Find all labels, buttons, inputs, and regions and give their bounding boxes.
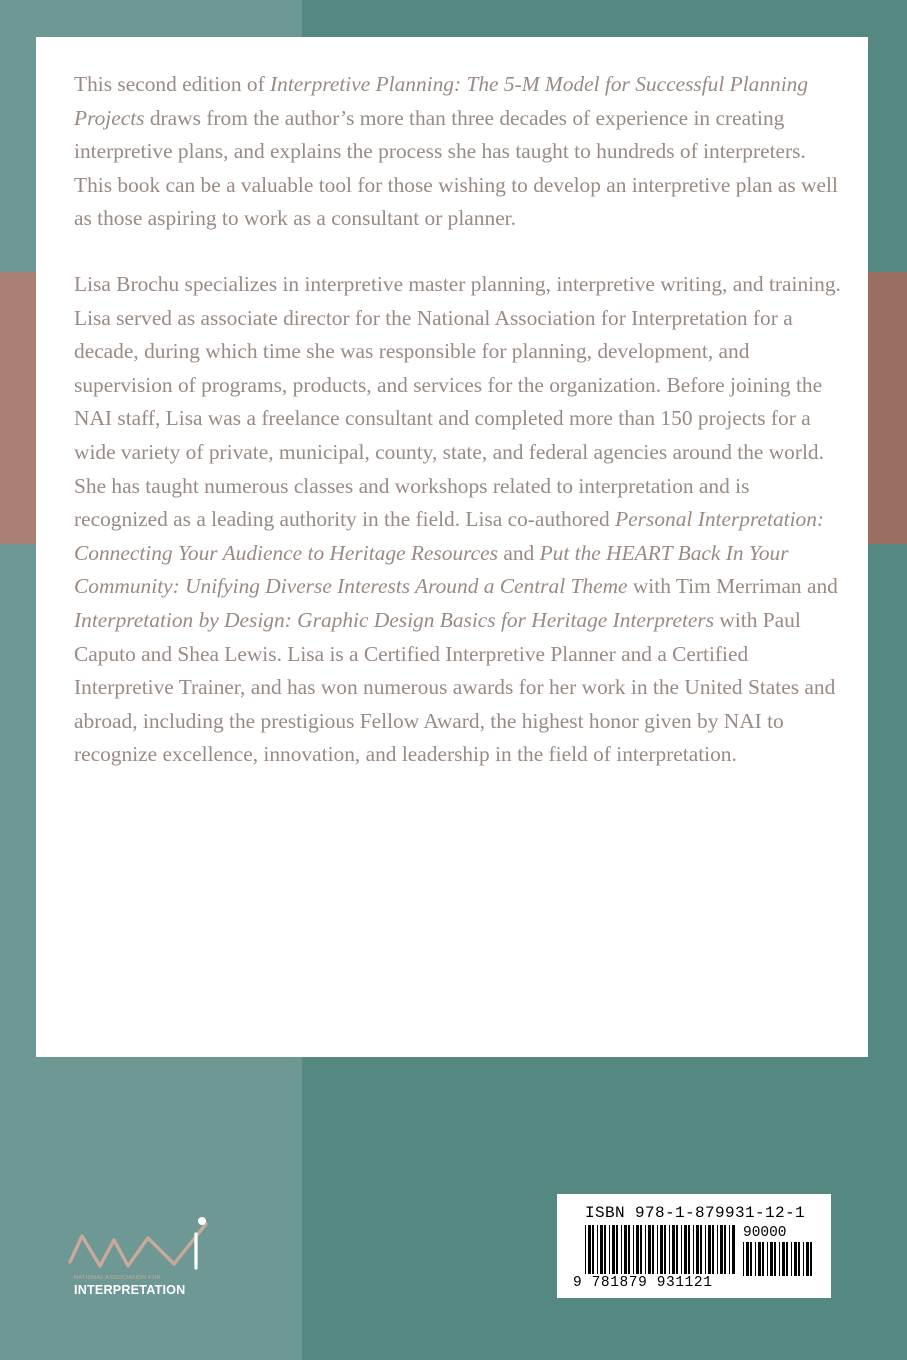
price-code: 90000: [743, 1225, 787, 1241]
author-bio-paragraph: Lisa Brochu specializes in interpretive master planning, interpretive writing, and training. Lisa served as associate director for the National Association for Interpretation for a decade, during which time she was responsible for planning, development, and supervision of programs, products, and services for the organization. Before joining the NAI staff, Lisa was a freelance consultant and completed more than 150 projects for a wide variety of private, municipal, county, state, and federal agencies around the world. She has taught numerous classes and workshops related to interpretation and is recognized as a leading authority in the field. Lisa co-authored Personal Interpretation: Connecting Your Audience to Heritage Resources and Put the HEART Back In Your Community: Unifying Diverse Interests Around a Central Theme with Tim Merriman and Interpretation by Design: Graphic Design Basics for Heritage Interpreters with Paul Caputo and Shea Lewis. Lisa is a Certified Interpretive Planner and a Certified Interpretive Trainer, and has won numerous awards for her work in the United States and abroad, including the prestigious Fellow Award, the highest honor given by NAI to recognize excellence, innovation, and leadership in the field of interpretation.: [74, 271, 841, 767]
logo-wordmark: INTERPRETATION: [74, 1283, 186, 1297]
logo-tagline: NATIONAL ASSOCIATION FOR: [74, 1275, 161, 1281]
book-title: Interpretive Planning: The 5-M Model for Successful Planning Projects: [74, 72, 809, 130]
back-cover-copy: [74, 68, 844, 804]
book-summary-paragraph: This second edition of Interpretive Planning: The 5-M Model for Successful Planning Projects draws from the author’s more than three decades of experience in creating interpretive plans, and explains the process she has taught to hundreds of interpreters. This book can be a valuable tool for those wishing to develop an interpretive plan as well as those aspiring to work as a consultant or planner.: [74, 72, 838, 231]
coauthored-title-2: Put the HEART Back In Your Community: Unifying Diverse Interests Around a Central Theme: [74, 540, 789, 599]
isbn-barcode: [557, 1194, 831, 1298]
ean-digits: 9 781879 931121: [573, 1275, 713, 1291]
coauthored-title-1: Personal Interpretation: Connecting Your Audience to Heritage Resources: [74, 507, 825, 565]
coauthored-title-3: Interpretation by Design: Graphic Design Basics for Heritage Interpreters: [74, 607, 715, 632]
isbn-label: ISBN 978-1-879931-12-1: [585, 1204, 806, 1222]
